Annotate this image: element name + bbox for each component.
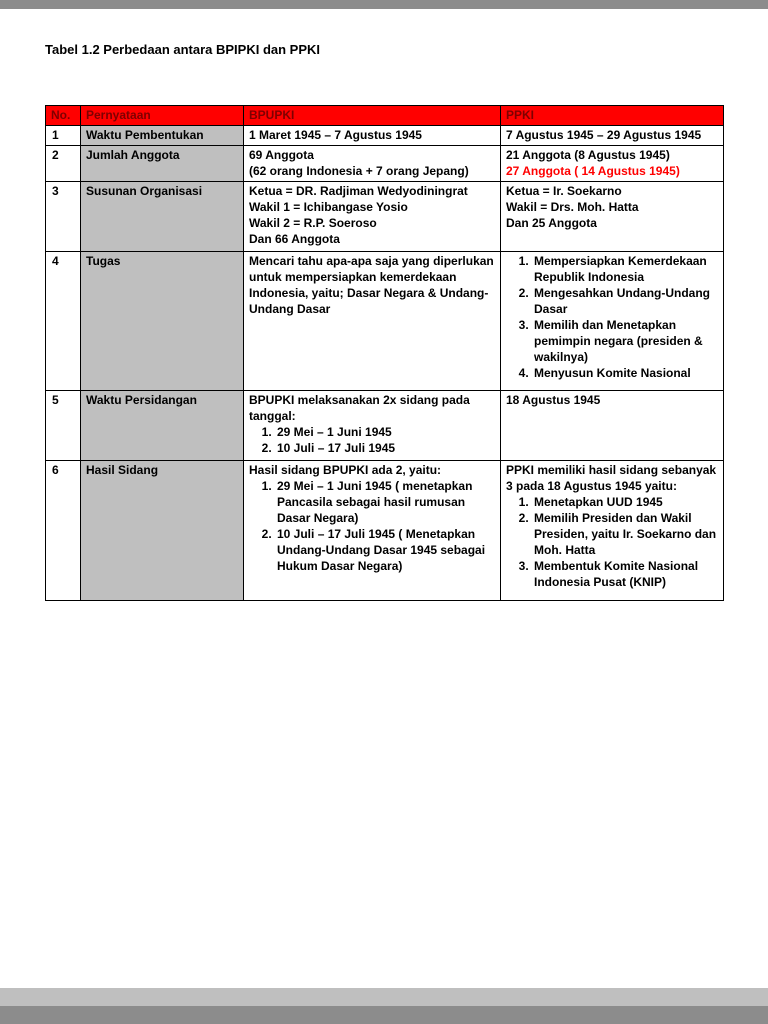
list-item: 1. 29 Mei – 1 Juni 1945 (275, 424, 495, 440)
statement-cell: Hasil Sidang (81, 461, 244, 601)
cell-text: Wakil 1 = Ichibangase Yosio (249, 200, 408, 214)
cell-text: (62 orang Indonesia + 7 orang Jepang) (249, 164, 469, 178)
statement-cell: Susunan Organisasi (81, 182, 244, 252)
list-item: 1. 29 Mei – 1 Juni 1945 ( menetapkan Pancasila sebagai hasil rumusan Dasar Negara) (275, 478, 495, 526)
cell-text: 69 Anggota (249, 148, 314, 162)
table-row (46, 126, 724, 146)
cell-text: 1 Maret 1945 – 7 Agustus 1945 (249, 128, 422, 142)
table-row (46, 252, 724, 391)
table-body (46, 126, 724, 601)
statement-cell: Tugas (81, 252, 244, 391)
cell-text: Wakil = Drs. Moh. Hatta (506, 200, 639, 214)
ppki-cell (501, 126, 724, 146)
list-item: 3. Memilih dan Menetapkan pemimpin negara (presiden & wakilnya) (532, 317, 718, 365)
cell-text: BPUPKI melaksanakan 2x sidang pada tanggal: (249, 393, 470, 423)
cell-text: Ketua = Ir. Soekarno (506, 184, 622, 198)
list-item: 1. Mempersiapkan Kemerdekaan Republik Indonesia (532, 253, 718, 285)
column-header: No. (46, 106, 81, 126)
list-item: 2. 10 Juli – 17 Juli 1945 (275, 440, 495, 456)
list-item: 2. Mengesahkan Undang-Undang Dasar (532, 285, 718, 317)
row-number-cell: 6 (46, 461, 81, 601)
numbered-list (253, 478, 495, 574)
page-gap-band-light (0, 988, 768, 1006)
bpupki-cell (244, 252, 501, 391)
list-item: 4. Menyusun Komite Nasional (532, 365, 718, 381)
numbered-list (253, 424, 495, 456)
statement-cell: Jumlah Anggota (81, 146, 244, 182)
ppki-cell (501, 252, 724, 391)
row-number-cell: 3 (46, 182, 81, 252)
cell-text: Mencari tahu apa-apa saja yang diperlukan untuk mempersiapkan kemerdekaan Indonesia, yaitu; Dasar Negara & Undang-Undang Dasar (249, 254, 494, 316)
cell-text: 21 Anggota (8 Agustus 1945) (506, 148, 670, 162)
numbered-list (510, 494, 718, 590)
ppki-cell (501, 391, 724, 461)
row-number-cell: 2 (46, 146, 81, 182)
table-row (46, 391, 724, 461)
page-title: Tabel 1.2 Perbedaan antara BPIPKI dan PPKI (45, 42, 321, 57)
ppki-cell (501, 182, 724, 252)
comparison-table (45, 105, 724, 601)
header-row (46, 106, 724, 126)
list-item: 3. Membentuk Komite Nasional Indonesia Pusat (KNIP) (532, 558, 718, 590)
bpupki-cell (244, 461, 501, 601)
cell-text: 27 Anggota ( 14 Agustus 1945) (506, 164, 680, 178)
list-item: 2. Memilih Presiden dan Wakil Presiden, yaitu Ir. Soekarno dan Moh. Hatta (532, 510, 718, 558)
bpupki-cell (244, 146, 501, 182)
cell-text: Wakil 2 = R.P. Soeroso (249, 216, 377, 230)
table-row (46, 182, 724, 252)
list-item: 1. Menetapkan UUD 1945 (532, 494, 718, 510)
viewer-top-edge (0, 0, 768, 9)
row-number-cell: 4 (46, 252, 81, 391)
cell-text: Hasil sidang BPUPKI ada 2, yaitu: (249, 463, 442, 477)
bpupki-cell (244, 126, 501, 146)
cell-text: Ketua = DR. Radjiman Wedyodiningrat (249, 184, 468, 198)
bpupki-cell (244, 182, 501, 252)
list-item: 2. 10 Juli – 17 Juli 1945 ( Menetapkan Undang-Undang Dasar 1945 sebagai Hukum Dasar Negara) (275, 526, 495, 574)
row-number-cell: 5 (46, 391, 81, 461)
table-row (46, 461, 724, 601)
numbered-list (510, 253, 718, 381)
row-number-cell: 1 (46, 126, 81, 146)
cell-text: PPKI memiliki hasil sidang sebanyak 3 pada 18 Agustus 1945 yaitu: (506, 463, 717, 493)
bpupki-cell (244, 391, 501, 461)
cell-text: 7 Agustus 1945 – 29 Agustus 1945 (506, 128, 702, 142)
column-header: Pernyataan (81, 106, 244, 126)
statement-cell: Waktu Persidangan (81, 391, 244, 461)
column-header: BPUPKI (244, 106, 501, 126)
statement-cell: Waktu Pembentukan (81, 126, 244, 146)
cell-text: Dan 66 Anggota (249, 232, 340, 246)
cell-text: Dan 25 Anggota (506, 216, 597, 230)
ppki-cell (501, 461, 724, 601)
ppki-cell (501, 146, 724, 182)
column-header: PPKI (501, 106, 724, 126)
page-gap-band-dark (0, 1006, 768, 1024)
table-header (46, 106, 724, 126)
table-row (46, 146, 724, 182)
cell-text: 18 Agustus 1945 (506, 393, 601, 407)
